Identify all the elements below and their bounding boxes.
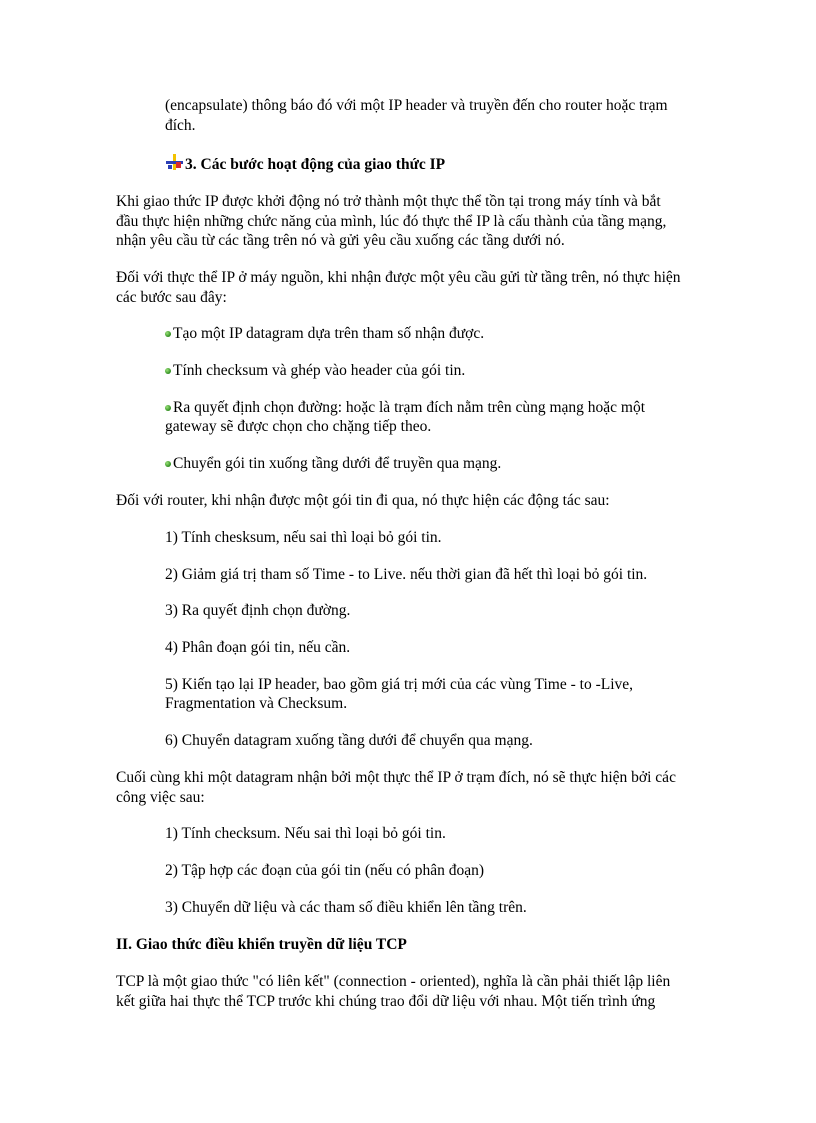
- section-3-heading: [165, 153, 705, 175]
- router-step-1: 1) Tính chesksum, nếu sai thì loại bỏ gói tin.: [165, 529, 442, 546]
- bullet-3-line-2: gateway sẽ được chọn cho chặng tiếp theo.: [165, 418, 432, 435]
- paragraph-1-line-3: nhận yêu cầu từ các tầng trên nó và gửi yêu cầu xuống các tầng dưới nó.: [116, 232, 565, 249]
- list-item: [165, 398, 705, 418]
- paragraph-4-line-2: công việc sau:: [116, 789, 205, 806]
- paragraph-2-line-2: các bước sau đây:: [116, 289, 227, 306]
- destination-step-2: 2) Tập hợp các đoạn của gói tin (nếu có phân đoạn): [165, 862, 485, 879]
- bullet-2-text: Tính checksum và ghép vào header của gói tin.: [173, 362, 466, 379]
- destination-step-3: 3) Chuyển dữ liệu và các tham số điều khiển lên tầng trên.: [165, 899, 527, 916]
- paragraph-5-line-1: TCP là một giao thức "có liên kết" (connection - oriented), nghĩa là cần phải thiết lập liên: [116, 973, 671, 990]
- paragraph-5-line-2: kết giữa hai thực thể TCP trước khi chúng trao đổi dữ liệu với nhau. Một tiến trình ứng: [116, 993, 656, 1010]
- green-dot-icon: [165, 405, 171, 411]
- green-dot-icon: [165, 461, 171, 467]
- destination-step-1: 1) Tính checksum. Nếu sai thì loại bỏ gói tin.: [165, 825, 446, 842]
- list-item: [165, 324, 705, 344]
- router-step-6: 6) Chuyển datagram xuống tầng dưới để chuyển qua mạng.: [165, 732, 533, 749]
- green-dot-icon: [165, 331, 171, 337]
- router-step-4: 4) Phân đoạn gói tin, nếu cần.: [165, 639, 351, 656]
- green-dot-icon: [165, 368, 171, 374]
- list-item: [165, 454, 705, 474]
- router-step-3: 3) Ra quyết định chọn đường.: [165, 602, 351, 619]
- paragraph-3: Đối với router, khi nhận được một gói tin đi qua, nó thực hiện các động tác sau:: [116, 492, 610, 509]
- pin-cross-icon: [165, 153, 185, 173]
- router-step-2: 2) Giảm giá trị tham số Time - to Live. nếu thời gian đã hết thì loại bỏ gói tin.: [165, 566, 648, 583]
- intro-line-1: (encapsulate) thông báo đó với một IP header và truyền đến cho router hoặc trạm: [165, 97, 668, 114]
- section-ii-heading: II. Giao thức điều khiển truyền dữ liệu TCP: [116, 936, 407, 953]
- section-3-heading-text: 3. Các bước hoạt động của giao thức IP: [185, 156, 446, 173]
- router-step-5-line-1: 5) Kiến tạo lại IP header, bao gồm giá trị mới của các vùng Time - to -Live,: [165, 676, 634, 693]
- router-step-5-line-2: Fragmentation và Checksum.: [165, 695, 348, 712]
- paragraph-1-line-2: đầu thực hiện những chức năng của mình, lúc đó thực thể IP là cấu thành của tầng mạng,: [116, 213, 667, 230]
- intro-line-2: đích.: [165, 117, 196, 134]
- paragraph-2-line-1: Đối với thực thể IP ở máy nguồn, khi nhận được một yêu cầu gửi từ tầng trên, nó thực hiện: [116, 269, 681, 286]
- bullet-4-text: Chuyển gói tin xuống tầng dưới để truyền qua mạng.: [173, 455, 502, 472]
- bullet-3-line-1: Ra quyết định chọn đường: hoặc là trạm đích nằm trên cùng mạng hoặc một: [173, 399, 646, 416]
- paragraph-4-line-1: Cuối cùng khi một datagram nhận bởi một thực thể IP ở trạm đích, nó sẽ thực hiện bởi các: [116, 769, 676, 786]
- bullet-1-text: Tạo một IP datagram dựa trên tham số nhận được.: [173, 325, 485, 342]
- paragraph-1-line-1: Khi giao thức IP được khởi động nó trở thành một thực thể tồn tại trong máy tính và bắt: [116, 193, 661, 210]
- list-item: [165, 361, 705, 381]
